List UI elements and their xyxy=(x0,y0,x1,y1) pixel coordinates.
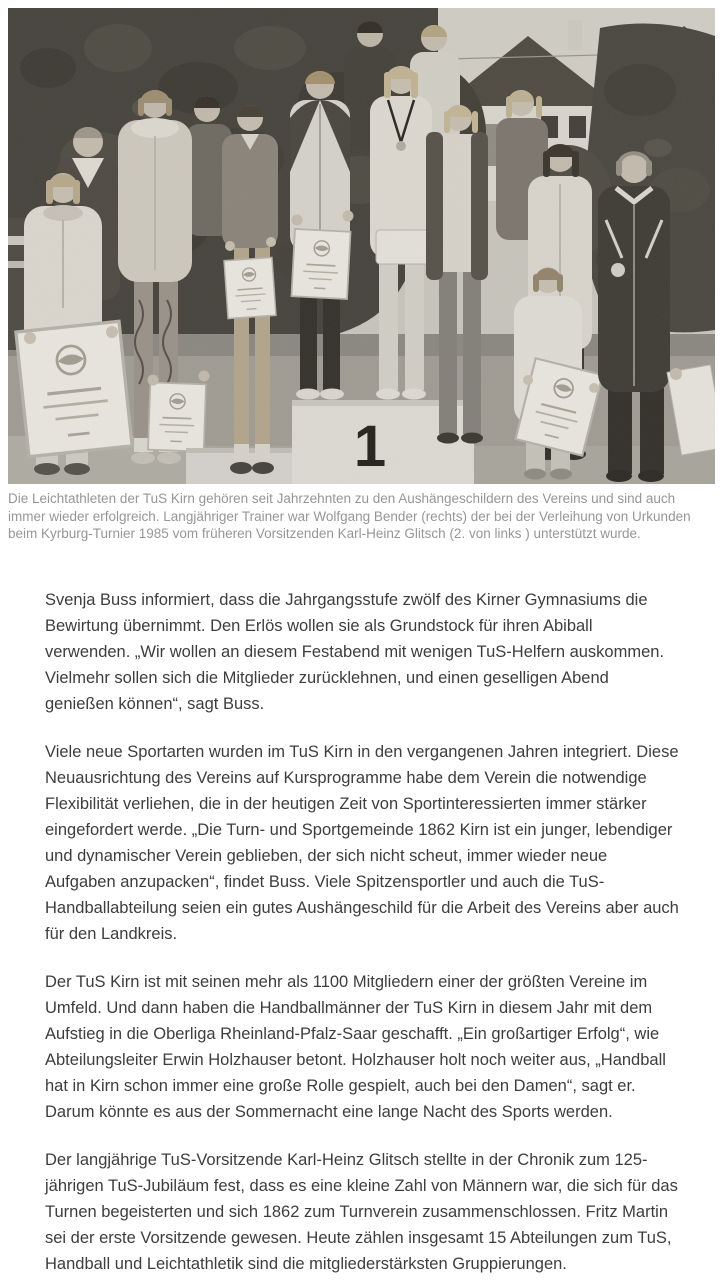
article-paragraph-2: Viele neue Sportarten wurden im TuS Kirn in den vergangenen Jahren integriert. Diese Neuausrichtung des Vereins auf Kursprogramme habe dem Verein die notwendige Flexibilität verliehen, die in der heutigen Zeit von Sportinteressierten immer stärker eingefordert werde. „Die Turn- und Sportgemeinde 1862 Kirn ist ein junger, lebendiger und dynamischer Verein geblieben, der sich nicht scheut, immer wieder neue Aufgaben anzupacken“, findet Buss. Viele Spitzensportler und auch die TuS-Handballabteilung seien ein gutes Aushängeschild für die Arbeit des Vereins aber auch für den Landkreis. xyxy=(45,742,679,943)
podium-number: 1 xyxy=(353,414,387,479)
article-paragraph-4: Der langjährige TuS-Vorsitzende Karl-Heinz Glitsch stellte in der Chronik zum 125-jährigen TuS-Jubiläum fest, dass es eine kleine Zahl von Männern war, die sich für das Turnen begeisterten und sich 1862 zum Turnverein zusammenschlossen. Fritz Martin sei der erste Vorsitzende gewesen. Heute zählen insgesamt 15 Abteilungen zum TuS, Handball und Leichtathletik sind die mitgliederstärksten Gruppierungen. xyxy=(45,1150,678,1273)
article-paragraph-1: Svenja Buss informiert, dass die Jahrgangsstufe zwölf des Kirner Gymnasiums die Bewirtung übernimmt. Den Erlös wollen sie als Grundstock für ihren Abiball verwenden. „Wir wollen an diesem Festabend mit wenigen TuS-Helfern auskommen. Vielmehr sollen sich die Mitglieder zurücklehnen, und einen geselligen Abend genießen können“, sagt Buss. xyxy=(45,590,665,713)
award-ceremony-photo xyxy=(8,8,715,484)
photo-grain-overlay xyxy=(8,8,715,484)
article-body xyxy=(45,587,722,1277)
article-figure xyxy=(0,0,722,543)
article-paragraph-3: Der TuS Kirn ist mit seinen mehr als 1100 Mitgliedern einer der größten Vereine im Umfeld. Und dann haben die Handballmänner der TuS Kirn in diesem Jahr mit dem Aufstieg in die Oberliga Rheinland-Pfalz-Saar geschafft. „Ein großartiger Erfolg“, wie Abteilungsleiter Erwin Holzhauser betont. Holzhauser holt noch weiter aus, „Handball hat in Kirn schon immer eine große Rolle gespielt, auch bei den Damen“, sagt er. Darum könnte es aus der Sommernacht eine lange Nacht des Sports werden. xyxy=(45,972,666,1121)
photo-caption: Die Leichtathleten der TuS Kirn gehören seit Jahrzehnten zu den Aushängeschildern des Vereins und sind auch immer wieder erfolgreich. Langjähriger Trainer war Wolfgang Bender (rechts) der bei der Verleihung von Urkunden beim Kyrburg-Turnier 1985 vom früheren Vorsitzenden Karl-Heinz Glitsch (2. von links ) unterstützt wurde. xyxy=(8,491,691,541)
